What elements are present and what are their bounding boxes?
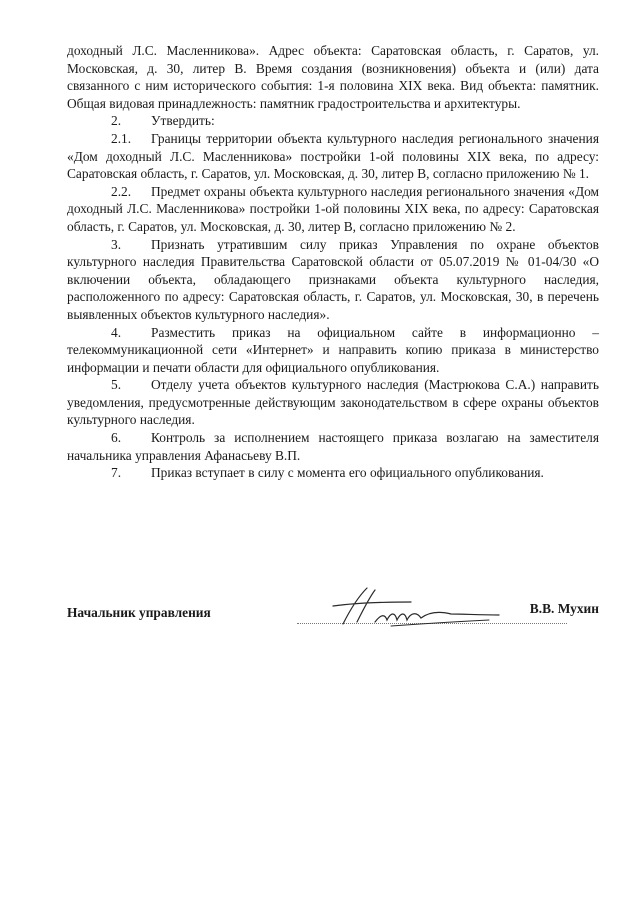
paragraph-number: 2.2. bbox=[111, 183, 132, 199]
paragraph-number: 2.1. bbox=[111, 130, 132, 146]
paragraph-7 bbox=[67, 464, 599, 482]
paragraph-number: 4. bbox=[111, 324, 122, 340]
paragraph-number: 2. bbox=[111, 113, 122, 129]
paragraph-number: 5. bbox=[111, 377, 122, 393]
paragraph-text: Контроль за исполнением настоящего приказа возлагаю на заместителя начальника управления Афанасьеву В.П. bbox=[67, 430, 599, 463]
paragraph-text: Границы территории объекта культурного наследия регионального значения «Дом доходный Л.С. Масленникова» постройки 1-ой половины XIX века, по адресу: Саратовская область, г. Саратов, ул. Московская, д. 30, литер В, согласно приложению № 1. bbox=[67, 130, 599, 182]
paragraph-3 bbox=[67, 236, 599, 324]
paragraph-number: 7. bbox=[111, 465, 122, 481]
paragraph-2-1 bbox=[67, 130, 599, 183]
signatory-name: В.В. Мухин bbox=[529, 601, 599, 616]
document-body bbox=[67, 42, 599, 482]
paragraph-text: Признать утратившим силу приказ Управления по охране объектов культурного наследия Правительства Саратовской области от 05.07.2019 № 01-04/30 «О включении объекта, обладающего признаками объекта культурного наследия, расположенного по адресу: Саратовская область, г. Саратов, ул. Московская, 30, в перечень выявленных объектов культурного наследия». bbox=[67, 236, 599, 322]
paragraph-number: 3. bbox=[111, 236, 122, 252]
paragraph-number: 6. bbox=[111, 430, 122, 446]
handwritten-signature bbox=[329, 584, 519, 630]
paragraph-text: Отделу учета объектов культурного наследия (Мастрюкова С.А.) направить уведомления, предусмотренные действующим законодательством в сфере охраны объектов культурного наследия. bbox=[67, 377, 599, 428]
paragraph-continuation bbox=[67, 42, 599, 112]
signatory-title: Начальник управления bbox=[67, 605, 211, 620]
paragraph-text: доходный Л.С. Масленникова». Адрес объекта: Саратовская область, г. Саратов, ул. Московская, д. 30, литер В. Время создания (возникновения) объекта и (или) дата связанного с ним исторического события: 1-я половина XIX века. Вид объекта: памятник. Общая видовая принадлежность: памятник градостроительства и архитектуры. bbox=[67, 43, 599, 111]
paragraph-text: Утвердить: bbox=[151, 113, 215, 129]
paragraph-2 bbox=[67, 112, 599, 130]
paragraph-4 bbox=[67, 324, 599, 377]
paragraph-6 bbox=[67, 429, 599, 464]
paragraph-2-2 bbox=[67, 183, 599, 236]
signature-block bbox=[67, 584, 599, 634]
paragraph-text: Разместить приказ на официальном сайте в информационно – телекоммуникационной сети «Интернет» и направить копию приказа в министерство информации и печати области для официального опубликования. bbox=[67, 324, 599, 375]
paragraph-text: Предмет охраны объекта культурного наследия регионального значения «Дом доходный Л.С. Масленникова» постройки 1-ой половины XIX века, по адресу: Саратовская область, г. Саратов, ул. Московская, д. 30, литер В, согласно приложению № 2. bbox=[67, 183, 599, 234]
paragraph-5 bbox=[67, 376, 599, 429]
paragraph-text: Приказ вступает в силу с момента его официального опубликования. bbox=[151, 465, 544, 481]
